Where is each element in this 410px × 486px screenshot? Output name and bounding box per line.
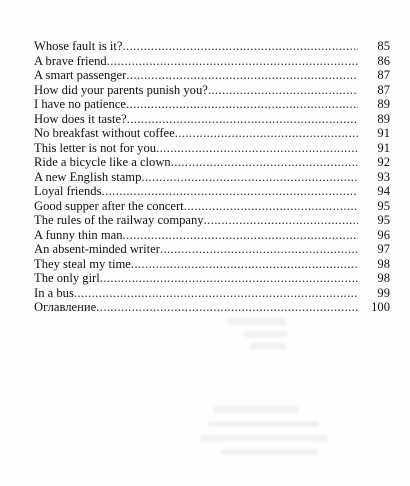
toc-entry-title: A new English stamp: [34, 169, 142, 184]
dot-leader: [126, 97, 358, 112]
toc-entry: [34, 286, 392, 301]
toc-entry-page: 89: [377, 111, 390, 126]
dot-leader: [171, 155, 358, 170]
show-through-mark: [200, 435, 328, 441]
toc-entry-page: 98: [377, 271, 390, 285]
toc-entry-title: How does it taste?: [34, 111, 127, 126]
toc-entry-title: This letter is not for you: [34, 140, 157, 155]
toc-entry: [34, 170, 392, 185]
toc-entry-title: Ride a bicycle like a clown: [34, 155, 171, 169]
toc-entry: [34, 300, 392, 315]
toc-entry-page: 91: [377, 126, 390, 140]
dot-leader: [204, 213, 358, 228]
toc-entry-page: 95: [377, 198, 390, 213]
toc-entry-title: In a bus: [34, 285, 74, 300]
toc-entry: [34, 242, 392, 257]
toc-entry-page: 97: [377, 242, 390, 256]
dot-leader: [122, 39, 358, 54]
toc-entry-page: 87: [377, 68, 390, 82]
toc-entry-title: How did your parents punish you?: [34, 82, 208, 97]
toc-entry-page: 93: [377, 169, 390, 184]
dot-leader: [156, 141, 358, 156]
show-through-mark: [208, 421, 318, 427]
show-through-mark: [244, 331, 288, 337]
toc-entry-title: A brave friend: [34, 53, 107, 68]
dot-leader: [107, 54, 358, 69]
show-through-mark: [228, 318, 286, 325]
dot-leader: [102, 184, 359, 199]
dot-leader: [131, 257, 358, 272]
show-through-mark: [222, 449, 318, 455]
toc-entry-page: 100: [371, 300, 390, 314]
dot-leader: [100, 271, 358, 286]
toc-entry: [34, 184, 392, 199]
toc-entry: [34, 228, 392, 243]
toc-entry-page: 94: [377, 184, 390, 198]
toc-entry-title: The rules of the railway company: [34, 213, 204, 227]
dot-leader: [175, 126, 358, 141]
toc-entry-page: 86: [377, 53, 390, 68]
toc-entry: [34, 213, 392, 228]
show-through-mark: [250, 343, 286, 349]
dot-leader: [184, 199, 358, 214]
toc-entry: [34, 54, 392, 69]
toc-entry-title: They steal my time: [34, 256, 131, 271]
dot-leader: [123, 228, 358, 243]
dot-leader: [160, 242, 358, 257]
toc-entry: [34, 141, 392, 156]
toc-entry-page: 89: [377, 97, 390, 111]
toc-entry-title: Whose fault is it?: [34, 39, 123, 53]
toc-entry-page: 98: [377, 256, 390, 271]
toc-entry: [34, 112, 392, 127]
toc-entry: [34, 39, 392, 54]
toc-entry-title: Good supper after the concert: [34, 198, 184, 213]
toc-entry-title: Loyal friends: [34, 184, 102, 198]
dot-leader: [141, 170, 358, 185]
table-of-contents: [34, 39, 392, 315]
toc-entry: [34, 271, 392, 286]
dot-leader: [127, 112, 358, 127]
toc-entry: [34, 68, 392, 83]
toc-entry-page: 96: [377, 227, 390, 242]
toc-entry: [34, 97, 392, 112]
toc-entry-page: 92: [377, 155, 390, 169]
toc-entry-page: 91: [377, 140, 390, 155]
toc-entry: [34, 83, 392, 98]
toc-entry-page: 95: [377, 213, 390, 227]
toc-entry-title: The only girl: [34, 271, 100, 285]
toc-entry-page: 85: [377, 39, 390, 53]
toc-entry: [34, 126, 392, 141]
show-through-mark: [214, 406, 298, 413]
toc-entry-title: No breakfast without coffee: [34, 126, 175, 140]
toc-entry-page: 87: [377, 82, 390, 97]
dot-leader: [74, 286, 358, 301]
toc-entry-title: I have no patience: [34, 97, 126, 111]
toc-entry: [34, 155, 392, 170]
toc-entry: [34, 199, 392, 214]
toc-entry-title: Оглавление: [34, 300, 97, 314]
toc-entry-title: A smart passenger: [34, 68, 127, 82]
dot-leader: [208, 83, 358, 98]
dot-leader: [126, 68, 358, 83]
toc-entry-title: A funny thin man: [34, 227, 123, 242]
toc-entry-title: An absent-minded writer: [34, 242, 160, 256]
dot-leader: [96, 300, 358, 315]
toc-entry-page: 99: [377, 285, 390, 300]
toc-entry: [34, 257, 392, 272]
